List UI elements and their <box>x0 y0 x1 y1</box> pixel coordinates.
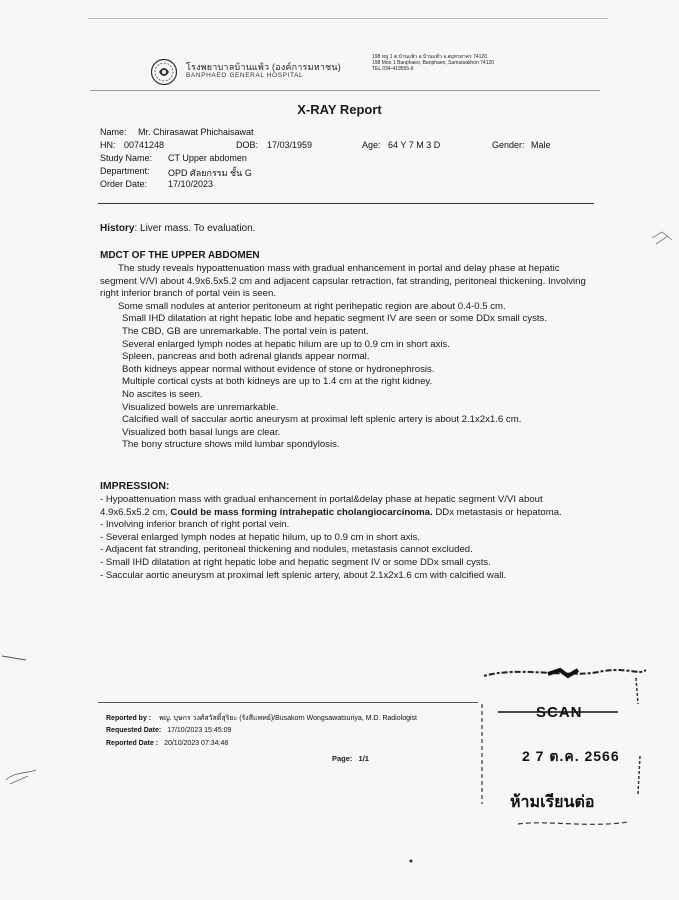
findings-line: Both kidneys appear normal without evidence of stone or hydronephrosis. <box>122 363 435 375</box>
reported-date-line <box>106 740 228 747</box>
scan-artifact-mark <box>4 766 40 790</box>
impression-title: IMPRESSION: <box>100 480 170 492</box>
impression-item: - Saccular aortic aneurysm at proximal left splenic artery, about 2.1x2x1.6 cm with calcified wall. <box>100 569 507 581</box>
age-label: Age: <box>362 140 381 150</box>
findings-paragraph: Small IHD dilatation at right hepatic lobe and hepatic segment IV are seen or some DDx small cysts. <box>122 313 547 325</box>
hospital-logo-icon <box>150 58 178 86</box>
scan-stamp: SCAN <box>536 704 583 721</box>
findings-paragraph: The study reveals hypoattenuation mass with gradual enhancement in portal and delay phase at hepatic segment V/VI about 4.9x6.5x5.2 cm and adjacent capsular retraction, fat stranding, peritoneal thickening. Involving right inferior branch of portal vein is seen. <box>100 263 586 300</box>
scan-artifact-dot <box>408 858 414 864</box>
header-divider <box>90 90 600 91</box>
impression-item: - Adjacent fat stranding, peritoneal thickening and nodules, metastasis cannot excluded. <box>100 544 473 556</box>
history-label: History <box>100 223 135 234</box>
meta-divider <box>98 203 594 204</box>
requested-date-label: Requested Date: <box>106 727 162 734</box>
findings-title: MDCT OF THE UPPER ABDOMEN <box>100 250 260 261</box>
address-line: 198 หมู่ 1 ต.บ้านแพ้ว อ.บ้านแพ้ว จ.สมุทรสาคร 74120 <box>372 54 487 60</box>
findings-line: Visualized bowels are unremarkable. <box>122 401 279 413</box>
study-value: CT Upper abdomen <box>168 153 247 163</box>
findings-line: Several enlarged lymph nodes at hepatic hilum are up to 0.9 cm in short axis. <box>122 338 450 350</box>
scan-artifact-mark <box>650 228 676 248</box>
stamp-note: ห้ามเรียนต่อ <box>510 794 595 811</box>
patient-name-label: Name: <box>100 127 127 137</box>
reported-by-line <box>106 713 417 724</box>
hospital-name-th: โรงพยาบาลบ้านแพ้ว (องค์การมหาชน) <box>186 62 341 72</box>
hospital-address <box>372 54 602 72</box>
impression-item: - Several enlarged lymph nodes at hepatic hilum, up to 0.9 cm in short axis. <box>100 531 420 543</box>
address-line: 198 Moo 1 Banphaeo, Banphaeo, Samutsakhon 74120 <box>372 60 495 66</box>
hn-label: HN: <box>100 140 116 150</box>
findings-line: The CBD, GB are unremarkable. The portal vein is patent. <box>122 325 369 337</box>
page-label: Page: <box>332 754 353 763</box>
impression-item: - Involving inferior branch of right portal vein. <box>100 519 290 531</box>
history-text: : Liver mass. To evaluation. <box>134 223 256 234</box>
reported-by-label: Reported by : <box>106 715 152 722</box>
impression-bold-text: Could be mass forming intrahepatic cholangiocarcinoma. <box>170 506 433 518</box>
requested-date-line <box>106 727 231 734</box>
stamp-date: 2 7 ต.ค. 2566 <box>522 748 620 764</box>
findings-paragraph: Some small nodules at anterior peritoneum at right perihepatic region are about 0.4-0.5 cm. <box>118 300 506 312</box>
department-label: Department: <box>100 166 150 176</box>
gender-value: Male <box>531 140 551 150</box>
hospital-name-en: BANPHAEO GENERAL HOSPITAL <box>186 72 304 79</box>
impression-item: - Small IHD dilatation at right hepatic lobe and hepatic segment IV or some DDx small cysts. <box>100 556 491 568</box>
findings-line: Multiple cortical cysts at both kidneys are up to 1.4 cm at the right kidney. <box>122 376 433 388</box>
dob-label: DOB: <box>236 140 259 150</box>
report-title: X-RAY Report <box>297 102 382 117</box>
impression-item <box>100 494 592 519</box>
impression-body <box>100 494 592 582</box>
patient-name-value: Mr. Chirasawat Phichaisawat <box>138 127 254 137</box>
dob-value: 17/03/1959 <box>267 140 313 150</box>
scan-artifact-line <box>88 18 608 19</box>
findings-line: No ascites is seen. <box>122 388 203 400</box>
page-value: 1/1 <box>358 754 369 763</box>
history-line <box>100 223 255 234</box>
reported-date-label: Reported Date : <box>106 740 159 747</box>
study-label: Study Name: <box>100 153 153 163</box>
scan-artifact-mark <box>0 648 30 678</box>
requested-date-value: 17/10/2023 15:45:09 <box>167 727 232 734</box>
order-date-value: 17/10/2023 <box>168 179 214 189</box>
age-value: 64 Y 7 M 3 D <box>388 140 441 150</box>
page-number <box>332 754 369 763</box>
reported-date-value: 20/10/2023 07:34:48 <box>164 740 229 747</box>
order-date-label: Order Date: <box>100 179 148 189</box>
department-value: OPD ศัลยกรรม ชั้น G <box>168 168 252 178</box>
findings-line: Spleen, pancreas and both adrenal glands appear normal. <box>122 351 370 363</box>
address-line: TEL 034-419555-6 <box>372 66 414 72</box>
findings-line: Visualized both basal lungs are clear. <box>122 426 281 438</box>
footer-divider <box>98 702 478 703</box>
impression-text: - Hypoattenuation mass with gradual enhancement in portal&delay phase at hepatic segment V/VI about 4.9x6.5x5.2 cm, <box>100 494 543 518</box>
gender-label: Gender: <box>492 140 525 150</box>
impression-text: DDx metastasis or hepatoma. <box>432 506 562 518</box>
reported-by-value: พญ. บุษกร วงศ์สวัสดิ์สุริยะ (รังสีแพทย์)/Busakorn Wongsawatsuriya, M.D. Radiologist <box>159 715 417 722</box>
findings-line: The bony structure shows mild lumbar spondylosis. <box>122 439 340 451</box>
findings-body <box>100 263 592 452</box>
hn-value: 00741248 <box>124 140 165 150</box>
findings-line: Calcified wall of saccular aortic aneurysm at proximal left splenic artery is about 2.1x2x1.6 cm. <box>122 414 522 426</box>
